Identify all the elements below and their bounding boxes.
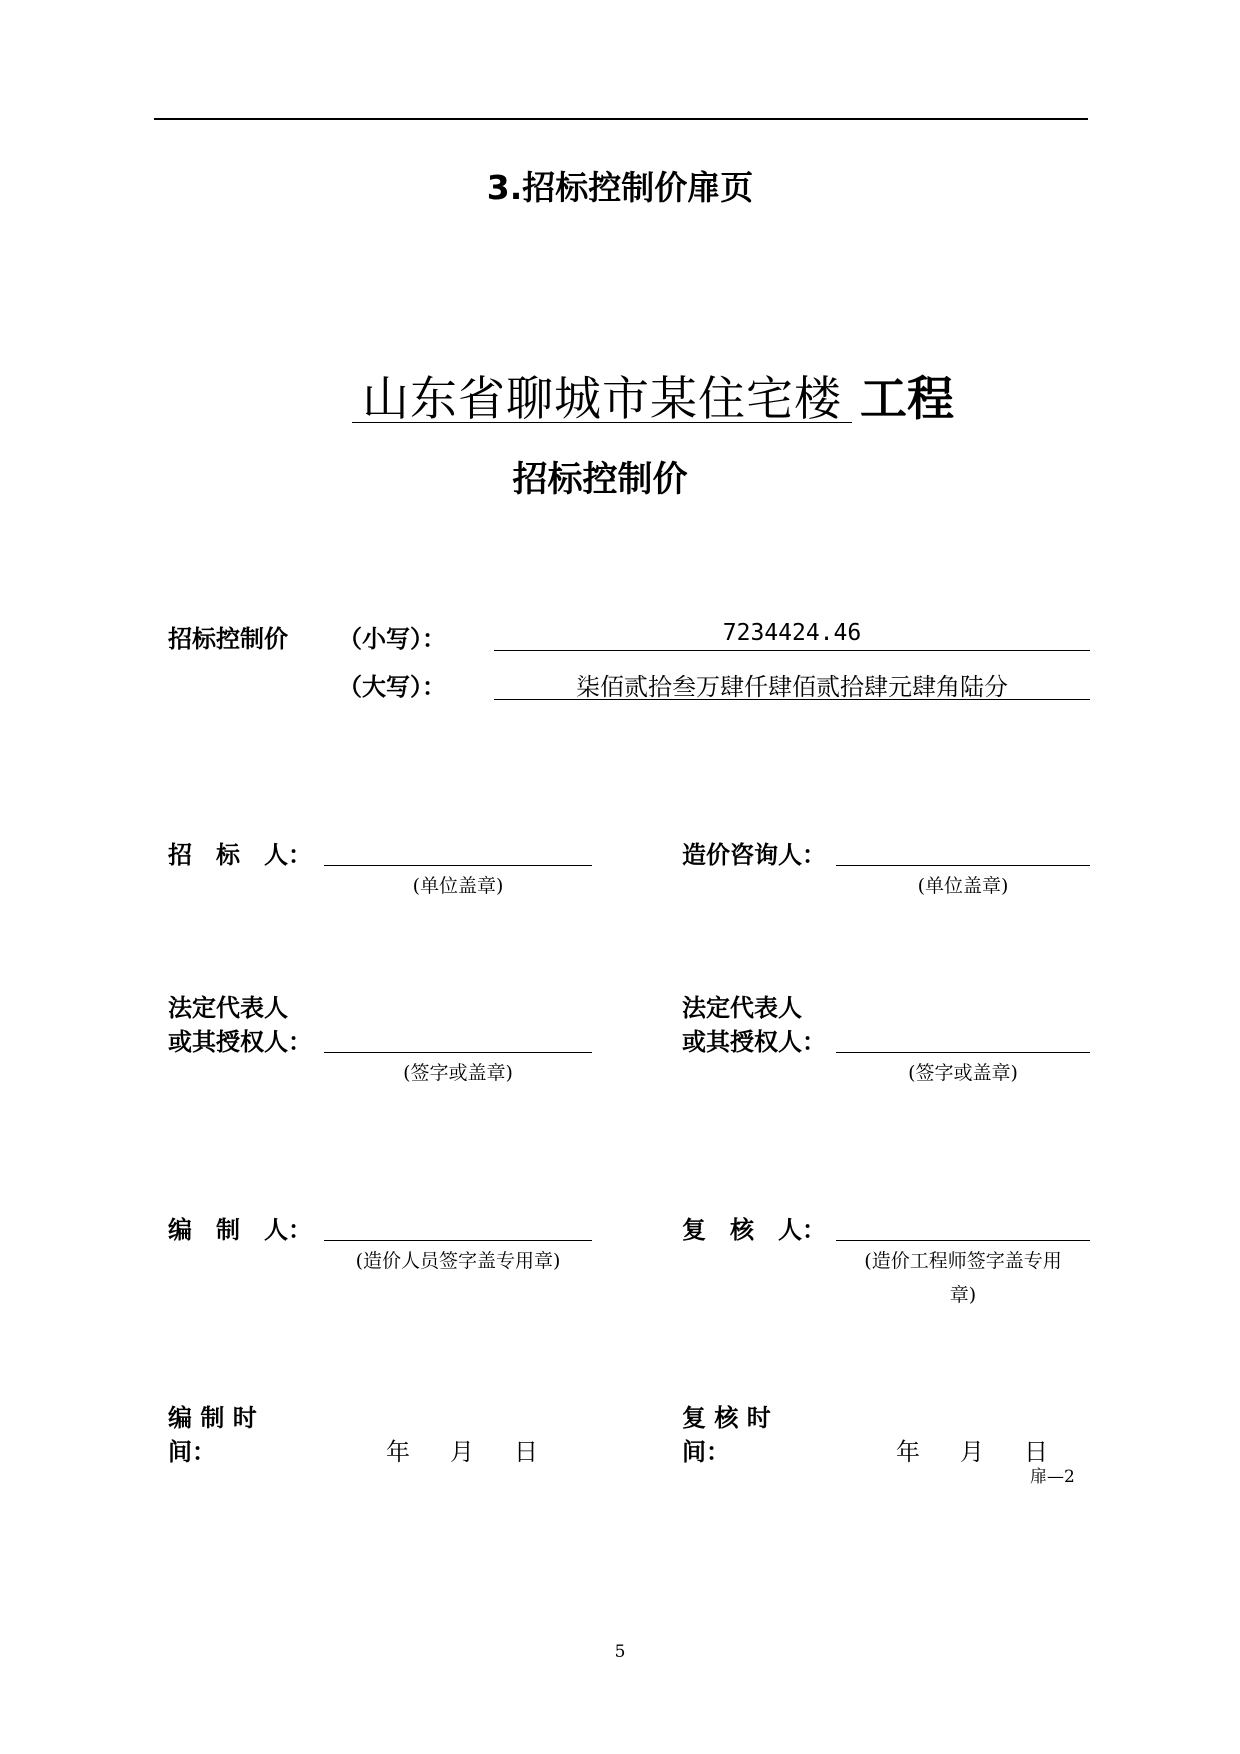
form-code: 扉—2 xyxy=(1030,1467,1075,1487)
reviewer-note-line1: (造价工程师签字盖专用 xyxy=(864,1250,1062,1272)
consultant-label: 造价咨询人： xyxy=(682,841,826,869)
upper-case-label: （大写）： xyxy=(338,673,446,701)
legal-rep-right-note: (签字或盖章) xyxy=(908,1062,1018,1084)
legal-rep-left-note: (签字或盖章) xyxy=(403,1062,513,1084)
legal-rep-right-label-line1: 法定代表人 xyxy=(682,994,802,1022)
compile-month: 月 xyxy=(450,1438,474,1466)
section-title: 3.招标控制价扉页 xyxy=(486,168,754,207)
compiler-label: 编 制 人： xyxy=(168,1216,312,1244)
review-time-label-line1: 复 核 时 xyxy=(682,1404,771,1432)
reviewer-signature-line xyxy=(836,1240,1090,1241)
page-subtitle: 招标控制价 xyxy=(512,460,688,500)
control-price-label: 招标控制价 xyxy=(168,625,288,653)
legal-rep-left-label-line2: 或其授权人： xyxy=(168,1028,312,1056)
consultant-note: (单位盖章) xyxy=(917,875,1009,897)
compiler-note: (造价人员签字盖专用章) xyxy=(355,1250,561,1272)
legal-rep-left-label-line1: 法定代表人 xyxy=(168,994,288,1022)
lower-case-value: 7234424.46 xyxy=(722,620,862,646)
page-number: 5 xyxy=(614,1642,626,1662)
review-year: 年 xyxy=(896,1438,920,1466)
consultant-signature-line xyxy=(836,865,1090,866)
legal-rep-right-signature-line xyxy=(836,1052,1090,1053)
review-time-label-line2: 间： xyxy=(682,1438,730,1466)
lower-case-underline xyxy=(494,650,1090,651)
review-month: 月 xyxy=(960,1438,984,1466)
compile-day: 日 xyxy=(514,1438,538,1466)
legal-rep-left-signature-line xyxy=(324,1052,592,1053)
tenderer-label: 招 标 人： xyxy=(168,841,312,869)
compiler-signature-line xyxy=(324,1240,592,1241)
compile-time-label-line1: 编 制 时 xyxy=(168,1404,257,1432)
project-suffix: 工程 xyxy=(860,372,954,427)
upper-case-underline xyxy=(494,699,1090,700)
legal-rep-right-label-line2: 或其授权人： xyxy=(682,1028,826,1056)
compile-time-label-line2: 间： xyxy=(168,1438,216,1466)
review-day: 日 xyxy=(1024,1438,1048,1466)
compile-year: 年 xyxy=(386,1438,410,1466)
tenderer-signature-line xyxy=(324,865,592,866)
upper-case-value: 柒佰贰拾叁万肆仟肆佰贰拾肆元肆角陆分 xyxy=(576,673,1008,701)
reviewer-label: 复 核 人： xyxy=(682,1216,826,1244)
project-name-underline xyxy=(352,422,852,423)
project-name: 山东省聊城市某住宅楼 xyxy=(362,372,842,427)
reviewer-note-line2: 章) xyxy=(949,1284,977,1306)
tenderer-note: (单位盖章) xyxy=(412,875,504,897)
header-rule xyxy=(154,118,1088,120)
lower-case-label: （小写）： xyxy=(338,625,446,653)
